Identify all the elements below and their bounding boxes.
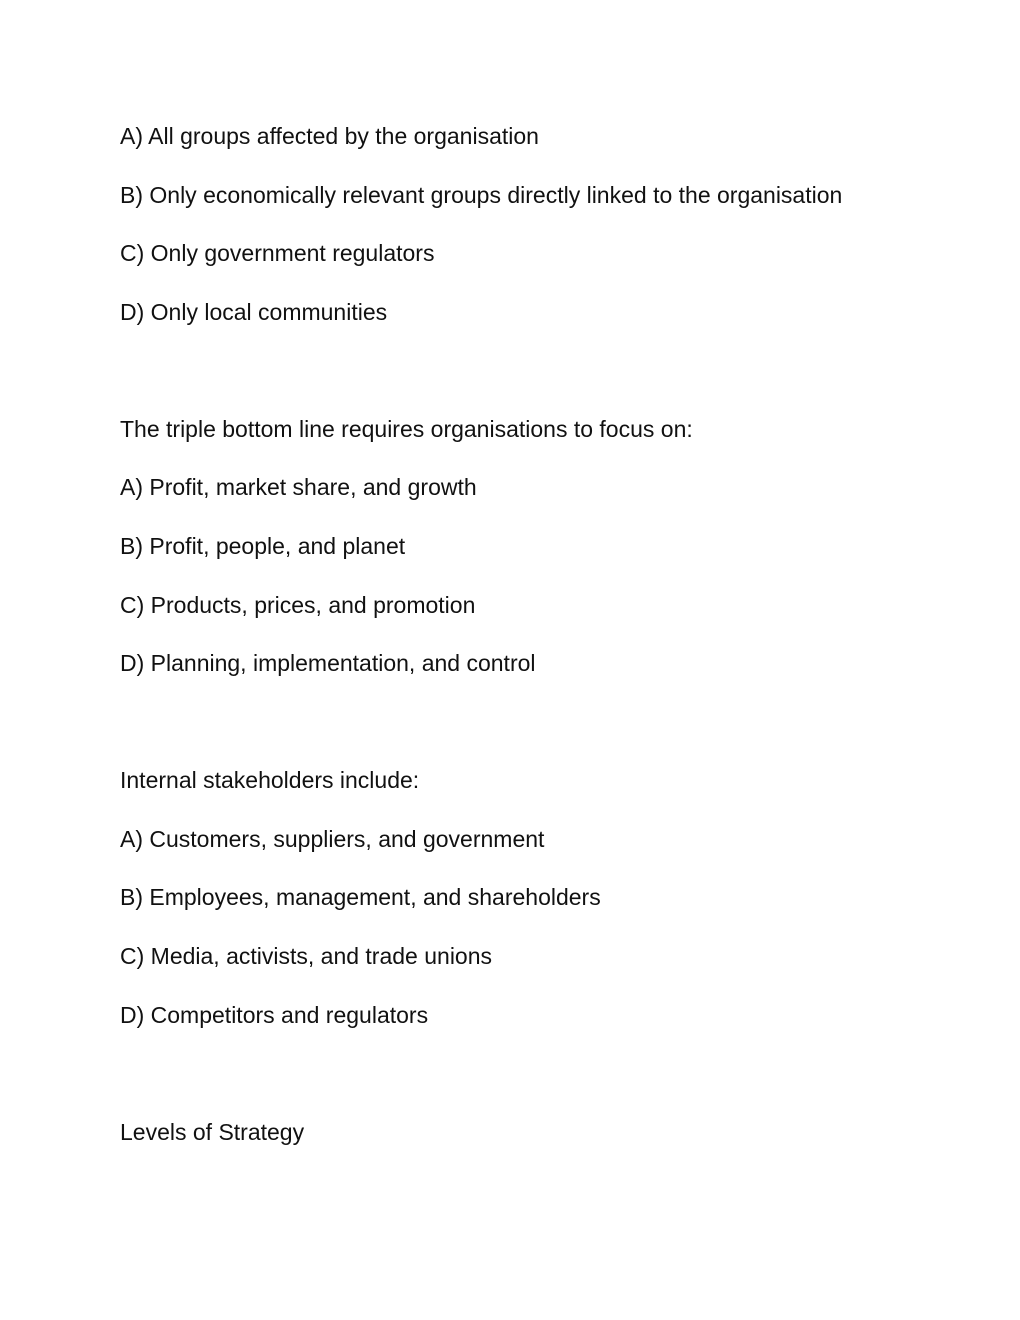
option-a: A) Profit, market share, and growth — [120, 474, 477, 500]
option-b: B) Only economically relevant groups directly linked to the organisation — [120, 182, 843, 208]
option-d: D) Only local communities — [120, 299, 388, 325]
section-heading: Levels of Strategy — [120, 1119, 305, 1145]
option-d: D) Planning, implementation, and control — [120, 650, 536, 676]
option-a: A) Customers, suppliers, and government — [120, 826, 545, 852]
option-a: A) All groups affected by the organisation — [120, 123, 539, 149]
option-b: B) Profit, people, and planet — [120, 533, 406, 559]
option-c: C) Only government regulators — [120, 240, 435, 266]
option-c: C) Products, prices, and promotion — [120, 592, 476, 618]
option-d: D) Competitors and regulators — [120, 1002, 429, 1028]
option-c: C) Media, activists, and trade unions — [120, 943, 493, 969]
question-text: The triple bottom line requires organisations to focus on: — [120, 416, 693, 442]
option-b: B) Employees, management, and shareholders — [120, 884, 601, 910]
question-text: Internal stakeholders include: — [120, 767, 420, 793]
